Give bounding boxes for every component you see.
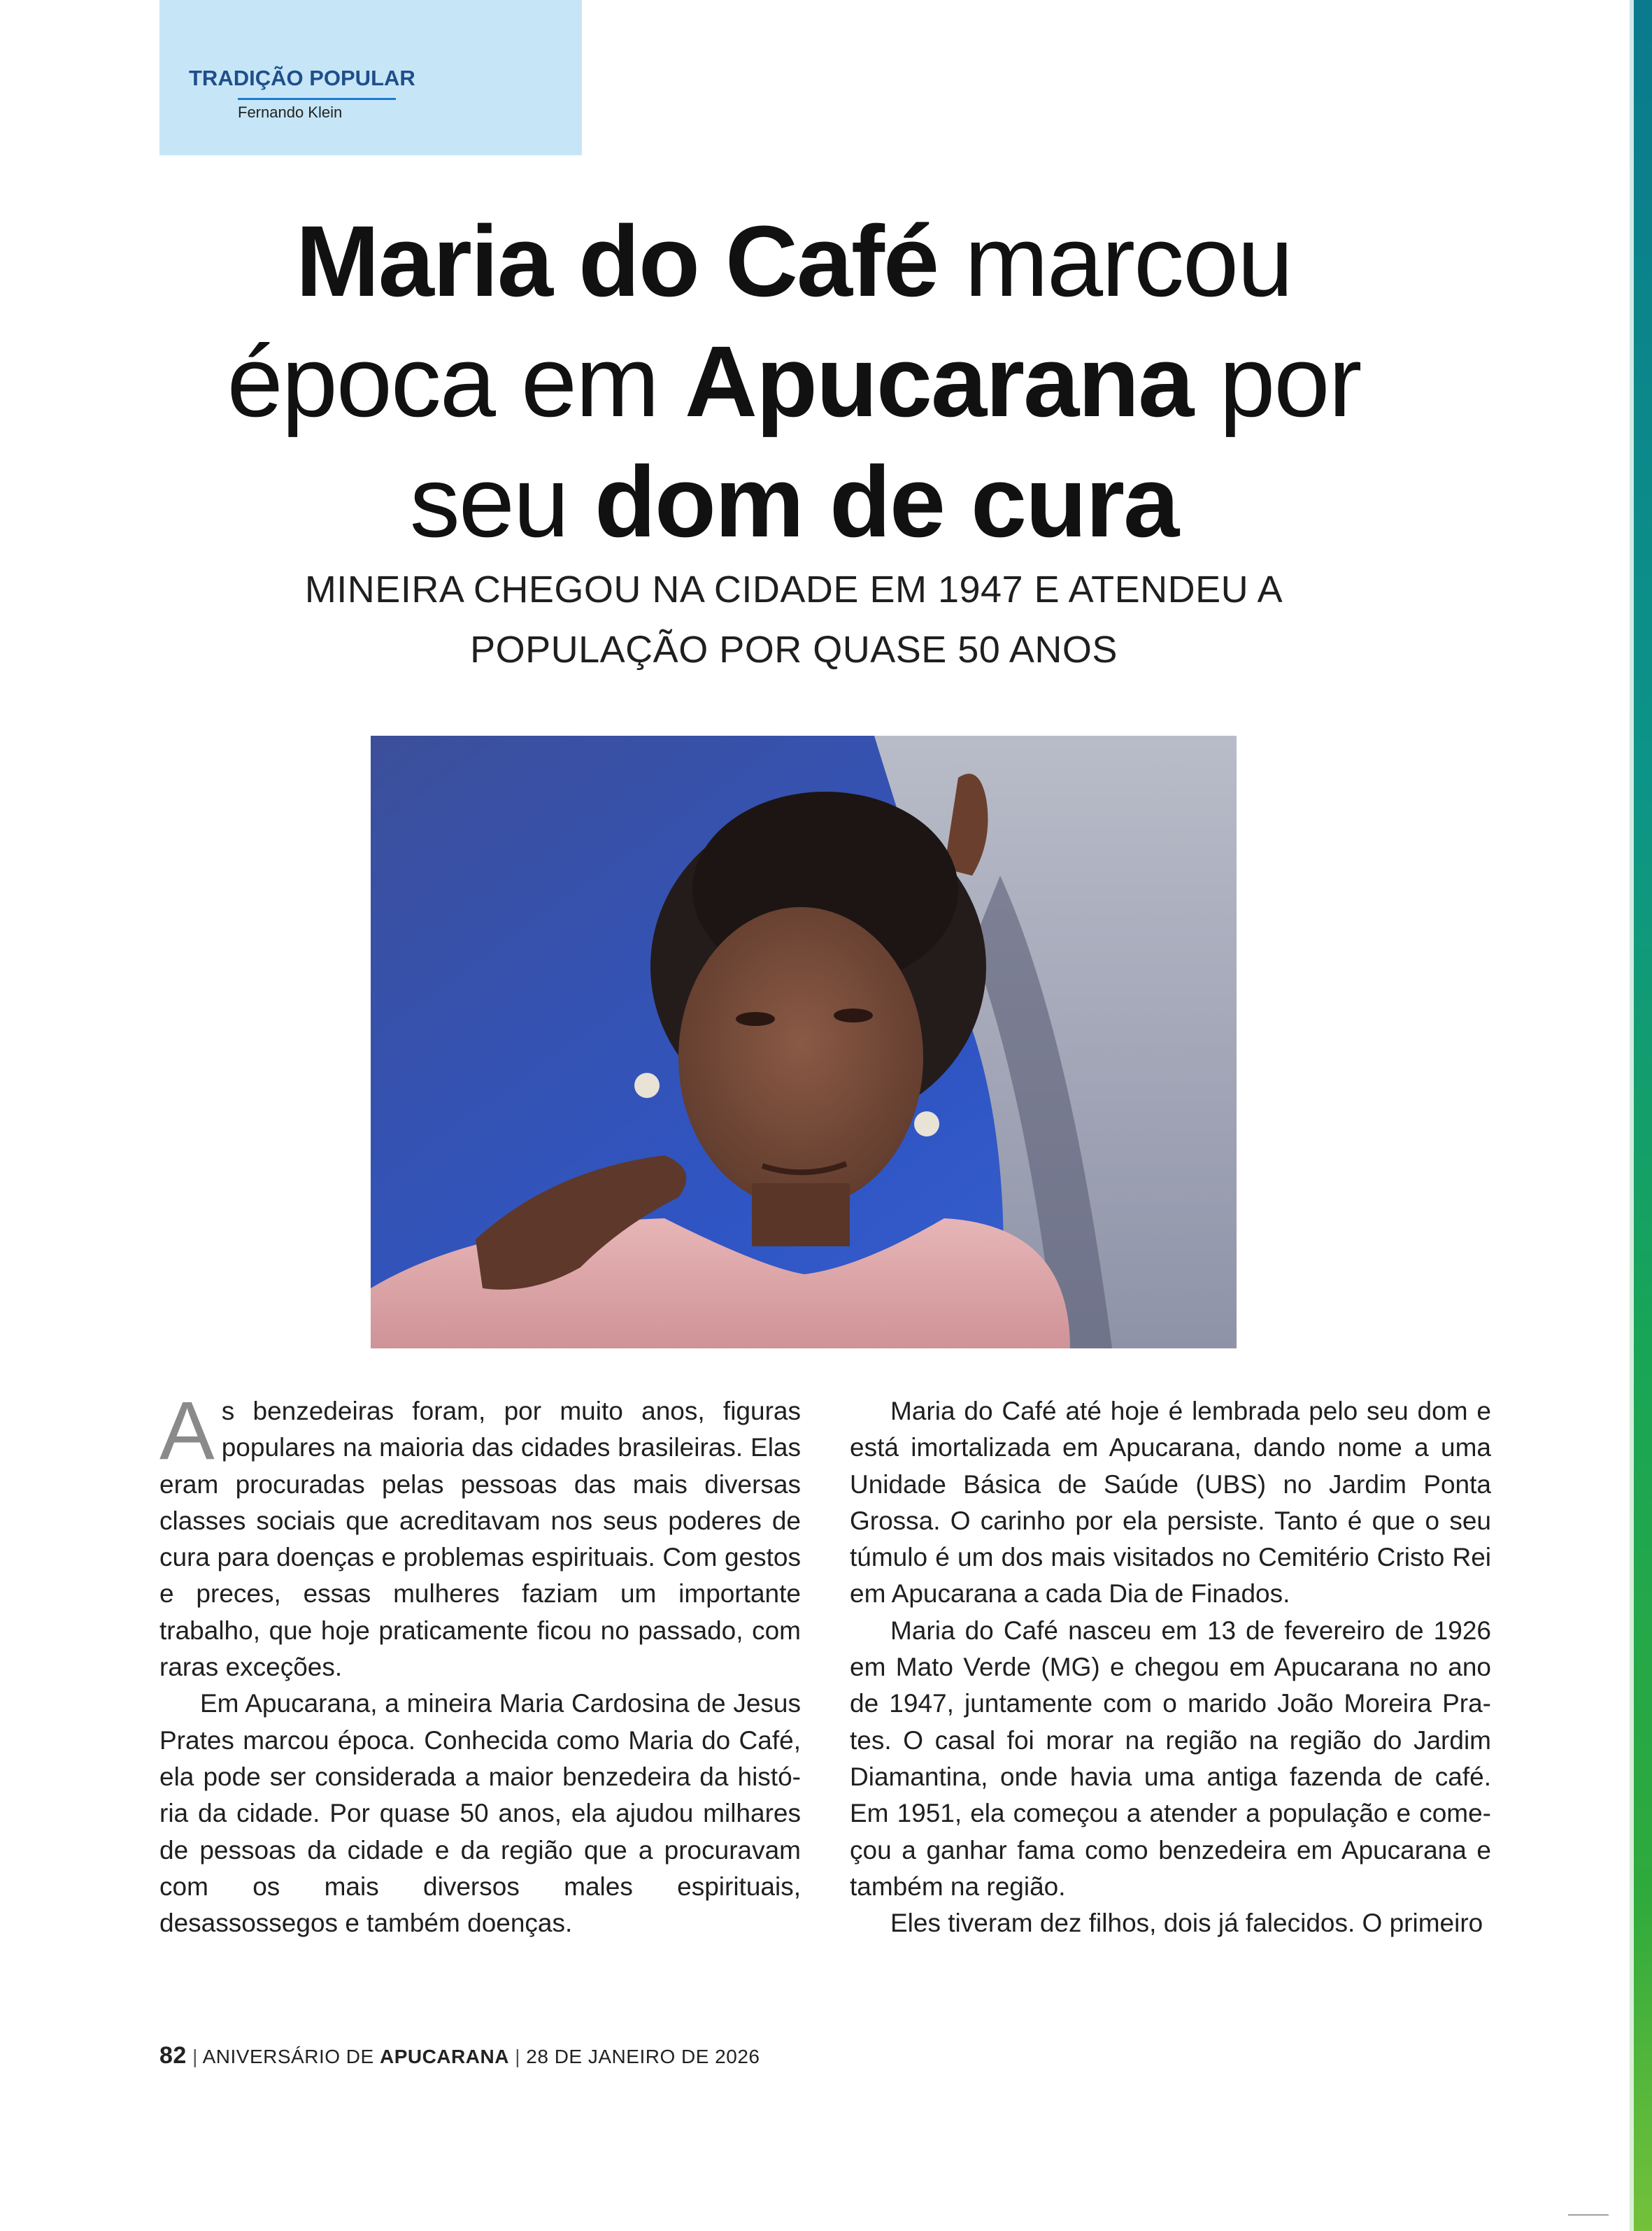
article-column-right (850, 1393, 1491, 1941)
article-paragraph: Em Apucarana, a mineira Maria Cardosina de Jesus Prates marcou época. Conhecida como Maria do Café, ela pode ser considerada a maior benzedeira da história da cidade. Por quase 50 anos, ela ajudou milhares de pessoas da cidade e da região que a procuravam com os mais diversos males espirituais, desassossegos e também doenças. (159, 1689, 801, 1938)
article-paragraph: Maria do Café até hoje é lembrada pelo seu dom e está imortalizada em Apucarana, dando nome a uma Unidade Básica de Saúde (UBS) no Jardim Ponta Grossa. O carinho por ela persiste. Tanto é que o seu túmulo é um dos mais visitados no Cemitério Cristo Rei em Apucarana a cada Dia de Finados. (850, 1397, 1491, 1609)
paragraph-text: s benzedeiras foram, por muito anos, figuras populares na maioria das cidades brasileiras. Elas eram procuradas pelas pessoas das mais diversas classes sociais que acreditavam nos seus poderes de cura para doenças e problemas espirituais. Com gestos e preces, essas mulheres faziam um importante trabalho, que hoje praticamente ficou no passado, com raras exceções. (159, 1397, 801, 1682)
subheadline-line: MINEIRA CHEGOU NA CIDADE EM 1947 E ATENDEU A (304, 569, 1283, 611)
article-paragraph: Maria do Café nasceu em 13 de fevereiro de 1926 em Mato Verde (MG) e chegou em Apucarana no ano de 1947, juntamente com o marido João Moreira Prates. O casal foi morar na região na região do Jardim Diamantina, onde havia uma antiga fazenda de café. Em 1951, ela começou a atender a população e começou a ganhar fama como benzedeira em Apucarana e também na região. (850, 1616, 1491, 1901)
headline-part: por (1192, 325, 1361, 438)
article-paragraph: Eles tiveram dez filhos, dois já falecidos. O primeiro (890, 1909, 1483, 1938)
publication-prefix: ANIVERSÁRIO DE (202, 2046, 380, 2067)
headline-part: época em (227, 325, 685, 438)
decorative-edge-band (1634, 0, 1652, 2231)
footer-separator: | (508, 2046, 527, 2067)
article-paragraph (159, 1385, 801, 1685)
publication-name: APUCARANA (379, 2046, 509, 2067)
publication-date: 28 DE JANEIRO DE 2026 (526, 2046, 760, 2067)
headline-part: Apucarana (685, 325, 1193, 438)
section-title: TRADIÇÃO POPULAR (189, 66, 415, 90)
author-byline: Fernando Klein (238, 104, 343, 121)
footer-separator: | (186, 2046, 203, 2067)
page-number: 82 (159, 2042, 187, 2069)
section-tag (159, 0, 582, 155)
headline-part: marcou (938, 205, 1293, 318)
section-underline (238, 98, 396, 100)
headline (182, 201, 1406, 562)
headline-part: seu (409, 446, 594, 558)
headline-part: dom de cura (594, 446, 1179, 558)
subheadline-line: POPULAÇÃO POR QUASE 50 ANOS (470, 629, 1118, 671)
page-corner-mark (1568, 2214, 1609, 2216)
headline-part: Maria do Café (295, 205, 939, 318)
page-footer (159, 2042, 760, 2069)
portrait-illustration (371, 736, 1237, 1348)
subheadline (210, 559, 1378, 680)
portrait-photo (371, 736, 1237, 1348)
article-column-left (159, 1385, 801, 1941)
drop-cap: A (159, 1385, 215, 1477)
